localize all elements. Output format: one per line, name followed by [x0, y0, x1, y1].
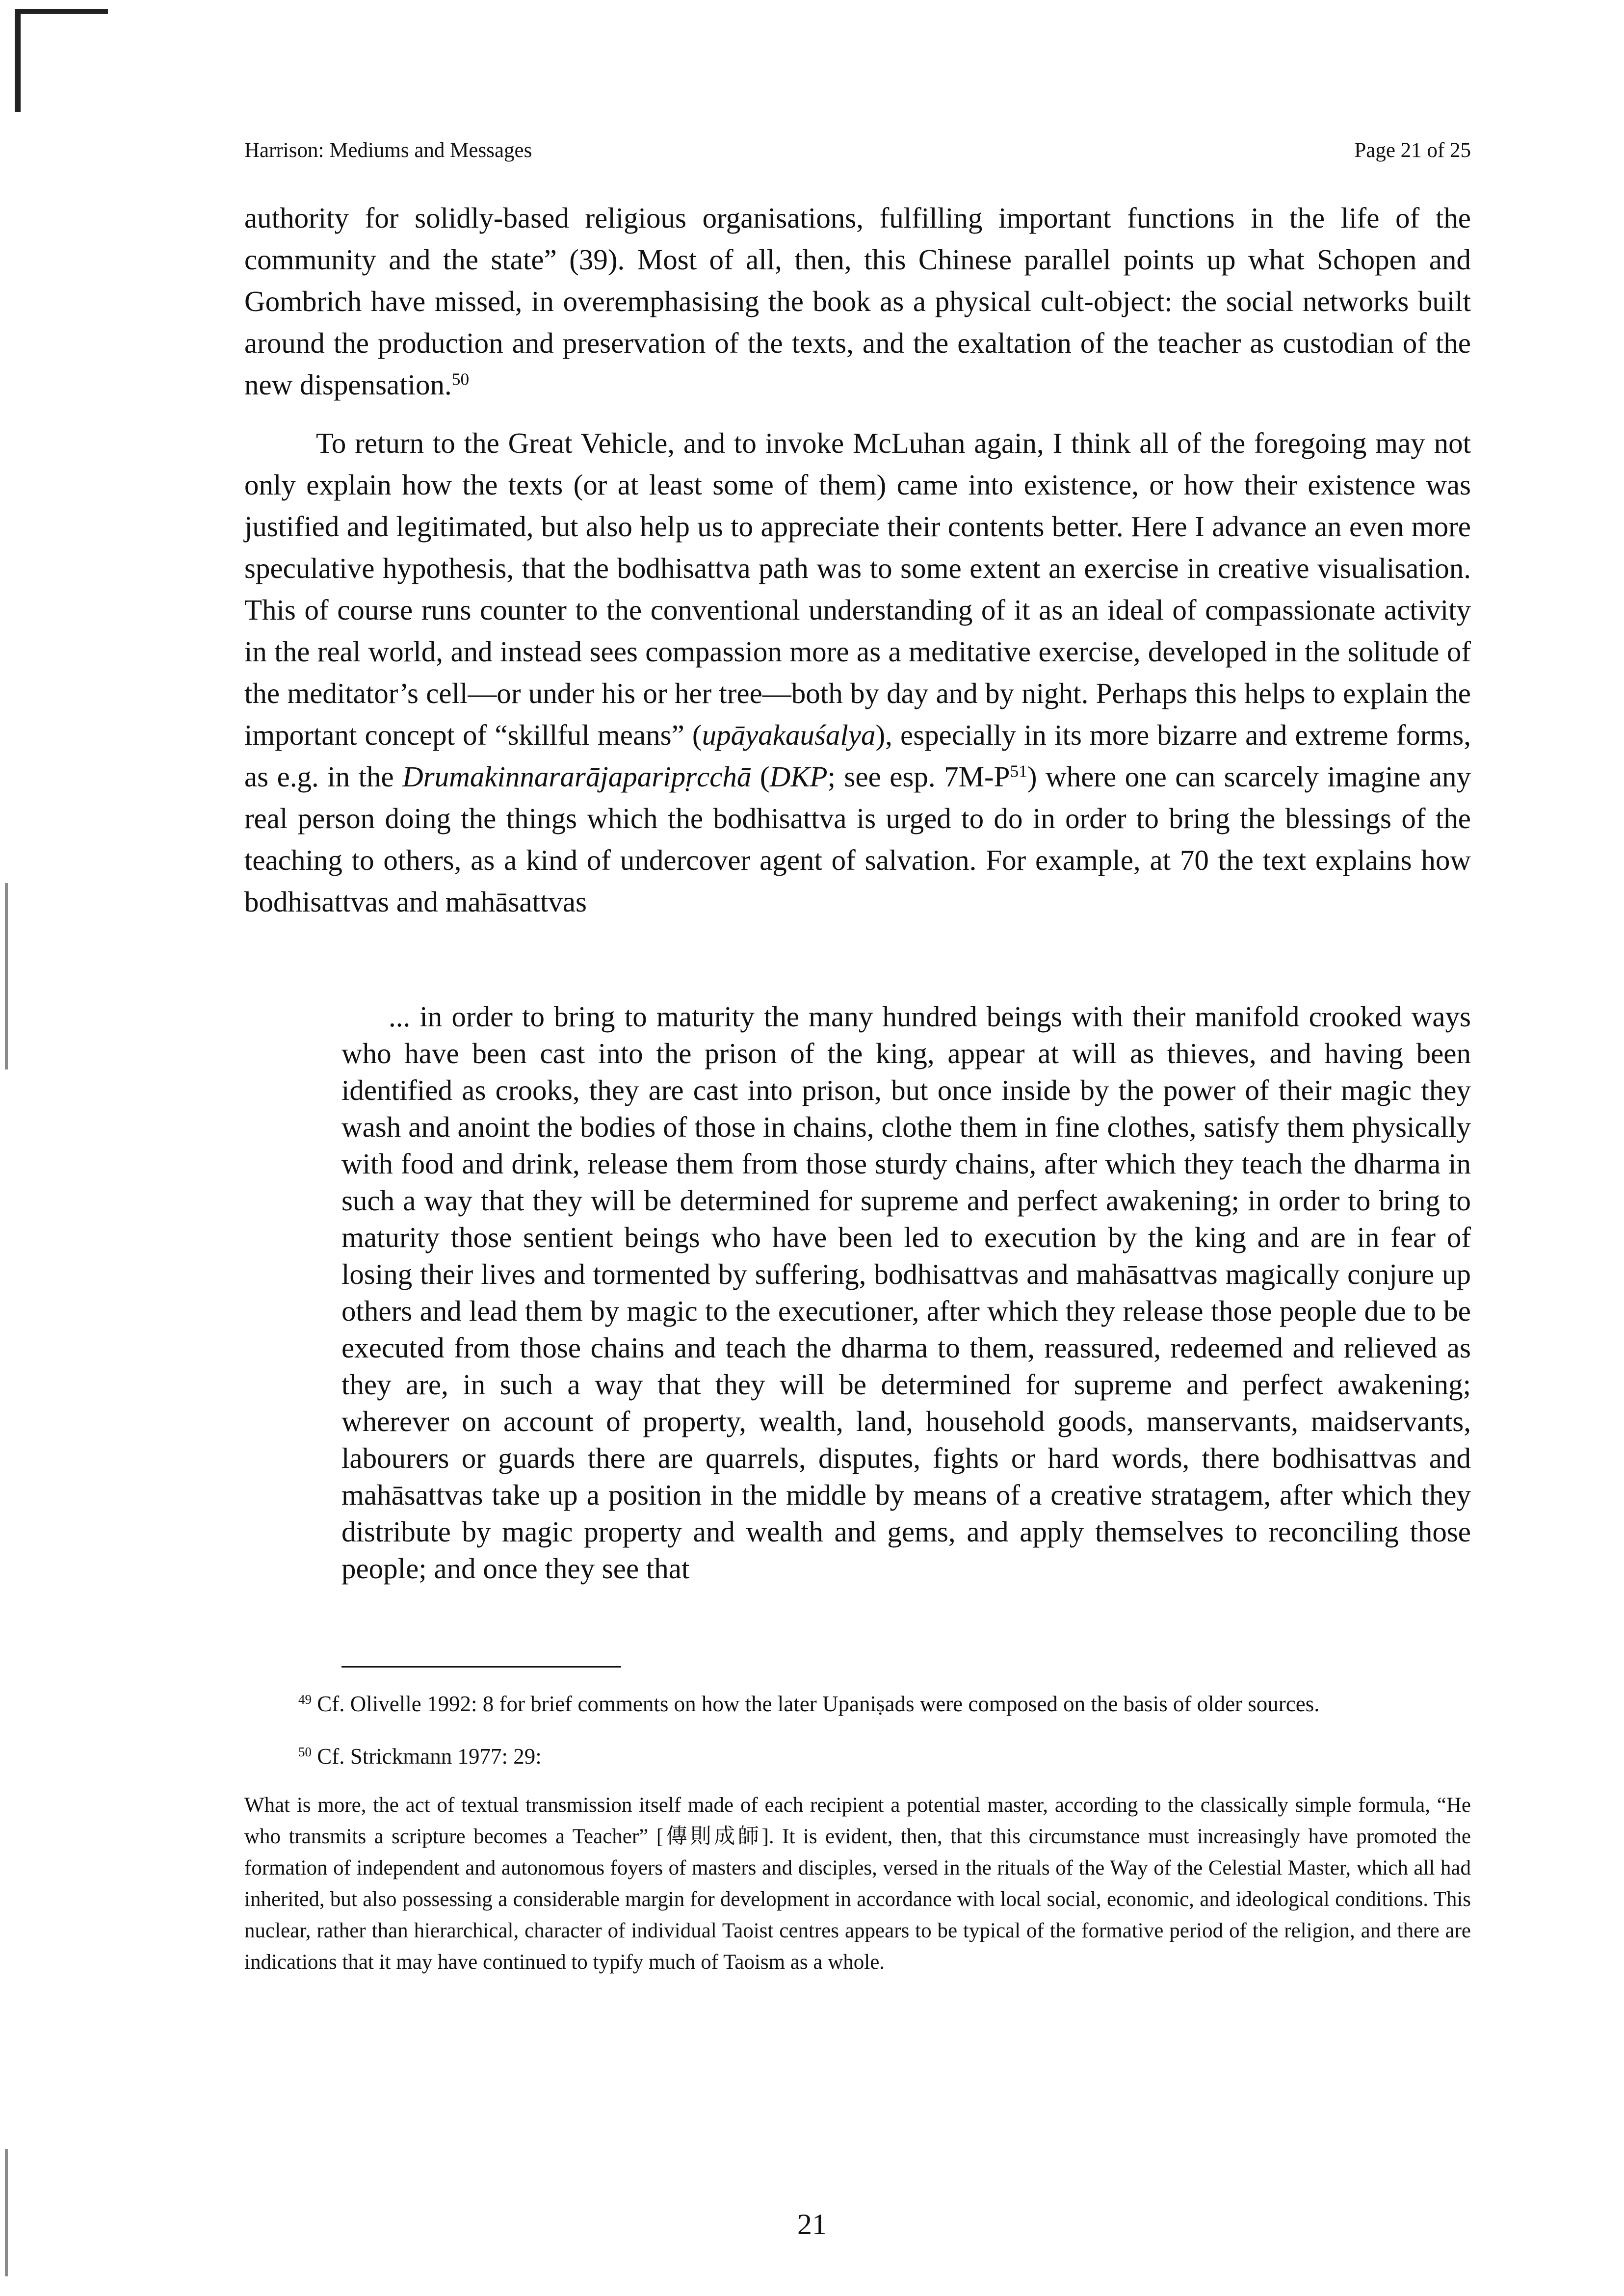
main-body [244, 197, 1471, 923]
page-label: Page 21 of 25 [1354, 139, 1471, 162]
footnote-50-quote: What is more, the act of textual transmission itself made of each recipient a potential master, according to the classically simple formula, “He who transmits a scripture becomes a Teacher” [傳則成師]. It is evident, then, that this circumstance must increasingly have promoted the formation of independent and autonomous foyers of masters and disciples, versed in the rituals of the Way of the Celestial Master, which all had inherited, but also possessing a considerable margin for development in accordance with local social, economic, and ideological conditions. This nuclear, rather than hierarchical, character of individual Taoist centres appears to be typical of the formative period of the religion, and there are indications that it may have continued to typify much of Taoism as a whole. [244, 1794, 1471, 1974]
footnote-50-number: 50 [298, 1745, 312, 1760]
footnotes [244, 1689, 1471, 1978]
term-upayakausalya: upāyakauśalya [702, 719, 876, 751]
paragraph-2-text: ), especially in its more bizarre and extreme forms, as e.g. in the [244, 719, 1471, 793]
footnote-ref-50: 50 [451, 369, 470, 389]
footnote-ref-51: 51 [1010, 761, 1027, 781]
paragraph-2-text: ; see esp. 7M-P [827, 760, 1010, 793]
paragraph-2-text: To return to the Great Vehicle, and to invoke McLuhan again, I think all of the foregoing may not only explain how the texts (or at least some of them) came into existence, or how their existence was justified and legitimated, but also help us to appreciate their contents better. Here I advance an even more speculative hypothesis, that the bodhisattva path was to some extent an exercise in creative visualisation. This of course runs counter to the conventional understanding of it as an ideal of compassionate activity in the real world, and instead sees compassion more as a meditative exercise, developed in the solitude of the meditator’s cell—or under his or her tree—both by day and by night. Perhaps this helps to explain the important concept of “skillful means” ( [244, 427, 1471, 751]
running-header [244, 138, 1471, 162]
scan-crop-mark-vertical [15, 9, 21, 112]
paragraph-2 [244, 422, 1471, 923]
paragraph-1 [244, 197, 1471, 406]
scan-crop-mark-horizontal [15, 9, 108, 14]
footnote-separator [341, 1666, 621, 1668]
running-title: Harrison: Mediums and Messages [244, 139, 532, 162]
page-number: 21 [797, 2208, 827, 2241]
footnote-49 [244, 1689, 1471, 1720]
block-quote-text: ... in order to bring to maturity the many hundred beings with their manifold crooked ways who have been cast into the prison of the king, appear at will as thieves, and having been identified as crooks, they are cast into prison, but once inside by the power of their magic they wash and anoint the bodies of those in chains, clothe them in fine clothes, satisfy them physically with food and drink, release them from those sturdy chains, after which they teach the dharma in such a way that they will be determined for supreme and perfect awakening; in order to bring to maturity those sentient beings who have been led to execution by the king and are in fear of losing their lives and tormented by suffering, bodhisattvas and mahāsattvas magically conjure up others and lead them by magic to the executioner, after which they release those people due to be executed from those chains and teach the dharma to them, reassured, redeemed and relieved as they are, in such a way that they will be determined for supreme and perfect awakening; wherever on account of property, wealth, land, household goods, manservants, maidservants, labourers or guards there are quarrels, disputes, fights or hard words, there bodhisattvas and mahāsattvas take up a position in the middle by means of a creative stratagem, after which they distribute by magic property and wealth and gems, and apply themselves to reconciling those people; and once they see that [341, 1000, 1471, 1585]
paragraph-2-text: ) where one can scarcely imagine any real person doing the things which the bodhisattva is urged to do in order to bring the blessings of the teaching to others, as a kind of undercover agent of salvation. For example, at 70 the text explains how bodhisattvas and mahāsattvas [244, 760, 1471, 918]
scan-edge-artifact [5, 883, 8, 1070]
footnote-49-number: 49 [298, 1692, 312, 1707]
footnote-50 [244, 1741, 1471, 1772]
footnote-50-intro: Cf. Strickmann 1977: 29: [317, 1744, 542, 1769]
block-quote [341, 998, 1471, 1587]
footnote-49-text: Cf. Olivelle 1992: 8 for brief comments on how the later Upaniṣads were composed on the basis of older sources. [317, 1692, 1320, 1716]
abbr-dkp: DKP [769, 760, 828, 793]
paragraph-2-text: ( [751, 760, 770, 793]
paragraph-1-text: authority for solidly-based religious organisations, fulfilling important functions in the life of the community and the state” (39). Most of all, then, this Chinese parallel points up what Schopen and Gombrich have missed, in overemphasising the book as a physical cult-object: the social networks built around the production and preservation of the texts, and the exaltation of the teacher as custodian of the new dispensation. [244, 202, 1471, 401]
title-dkp: Drumakinnararājaparipṛcchā [402, 760, 752, 793]
